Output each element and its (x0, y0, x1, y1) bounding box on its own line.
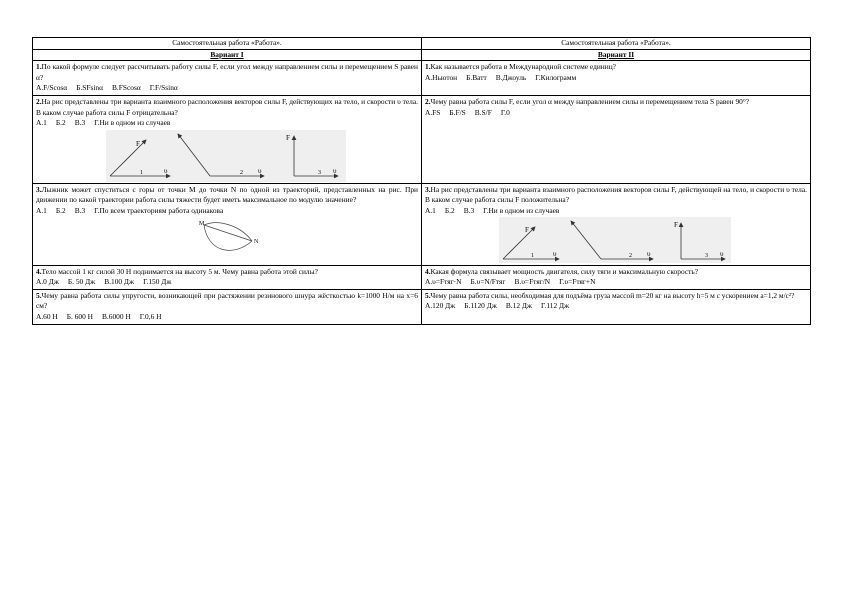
variant1-heading: Вариант I (33, 49, 422, 61)
v2-question-5 (422, 289, 811, 324)
variant2-heading: Вариант II (422, 49, 811, 61)
answer-options (425, 277, 807, 288)
option-b: Б. 600 Н (66, 311, 93, 321)
option-c: В.3 (463, 205, 475, 215)
option-a: А.60 Н (36, 311, 58, 321)
option-c: В.υ=Fтяг/N (514, 277, 551, 287)
option-a: А.F/Scosα (36, 83, 68, 93)
force-label-1: F (136, 139, 140, 148)
force-label-1: F (525, 225, 529, 234)
force-velocity-figure (499, 217, 731, 263)
question-text: На рис представлены три варианта взаимного расположения векторов силы F, действующей на тело, и скорости υ тела. В каком случае работа силы F положительна? (425, 184, 807, 205)
v1-question-4 (33, 265, 422, 289)
option-c: В.12 Дж (505, 301, 533, 311)
force-velocity-figure (106, 130, 346, 182)
option-a: А.1 (36, 118, 47, 128)
question-text: На рис представлены три варианта взаимного расположения векторов силы F, действующих на тело, и скорости υ тела. В каком случае работа силы F отрицательна? (36, 96, 418, 117)
velocity-label-2: υ (647, 249, 651, 258)
v2-question-4 (422, 265, 811, 289)
option-c: В.Джоуль (495, 72, 527, 82)
question-text: Какая формула связывает мощность двигателя, силу тяги и максимальную скорость? (430, 266, 698, 276)
worksheet-table (32, 37, 811, 325)
worksheet (32, 37, 810, 325)
question-number: 2. (36, 96, 42, 106)
case-number-1: 1 (140, 169, 143, 176)
velocity-label-1: υ (553, 249, 557, 258)
question-text: Как называется работа в Международной системе единиц? (430, 62, 616, 72)
point-n-label: N (254, 238, 259, 245)
question-number: 3. (425, 184, 431, 194)
trajectory-3 (204, 225, 252, 250)
option-a: А.0 Дж (36, 277, 59, 287)
question-number: 1. (425, 62, 431, 72)
v2-question-3 (422, 183, 811, 265)
option-d: Г.По всем траекториям работа одинакова (94, 205, 224, 215)
answer-options (425, 301, 807, 312)
case-number-2: 2 (629, 252, 632, 259)
v2-question-2 (422, 95, 811, 183)
force-label-3: F (674, 220, 678, 229)
option-a: А.1 (36, 205, 47, 215)
velocity-label-1: υ (164, 166, 168, 175)
answer-options (425, 73, 807, 84)
question-number: 5. (36, 290, 42, 300)
point-m-label: M (199, 220, 205, 227)
question-text: Тело массой 1 кг силой 30 Н поднимается на высоту 5 м. Чему равна работа этой силы? (41, 266, 318, 276)
option-c: В.S/F (474, 107, 492, 117)
question-text: По какой формуле следует рассчитывать работу силы F, если угол между направлением силы и перемещением S равен α? (36, 62, 418, 82)
force-vector-2 (571, 221, 601, 259)
velocity-label-3: υ (720, 249, 724, 258)
option-a: А.υ=Fтяг·N (425, 277, 462, 287)
option-a: А.FS (425, 107, 441, 117)
v1-question-1 (33, 61, 422, 96)
option-b: Б.2 (55, 118, 66, 128)
option-c: В.100 Дж (104, 277, 135, 287)
option-c: В.3 (74, 205, 86, 215)
question-number: 2. (425, 96, 431, 106)
v1-question-3 (33, 183, 422, 265)
option-b: Б.Ватт (466, 72, 487, 82)
answer-options (36, 206, 418, 217)
answer-options (425, 206, 807, 217)
answer-options (425, 108, 807, 119)
option-d: Г.0 (500, 107, 510, 117)
option-b: Б.SFsinα (76, 83, 103, 93)
velocity-label-2: υ (258, 166, 262, 175)
option-b: Б.F/S (449, 107, 466, 117)
option-b: Б.2 (55, 205, 66, 215)
question-text: Лыжник может спуститься с горы от точки М до точки N по одной из траекторий, представленных на рис. При движении по какой траектории работа силы тяжести будет иметь максимальное по модулю значение? (36, 184, 418, 205)
option-d: Г.0,6 Н (139, 311, 162, 321)
velocity-label-3: υ (333, 166, 337, 175)
col1-title: Самостоятельная работа «Работа». (33, 38, 422, 50)
option-a: А.Ньютон (425, 72, 458, 82)
option-d: Г.Килограмм (535, 72, 577, 82)
question-number: 4. (425, 266, 431, 276)
case-number-2: 2 (240, 169, 243, 176)
option-d: Г.Ни в одном из случаев (483, 205, 560, 215)
answer-options (36, 118, 418, 129)
option-d: Г.112 Дж (541, 301, 570, 311)
option-c: В.3 (74, 118, 86, 128)
answer-options (36, 277, 418, 288)
option-b: Б. 50 Дж (67, 277, 96, 287)
question-number: 1. (36, 62, 42, 72)
question-text: Чему равна работа силы упругости, возникающей при растяжении резинового шнура жёсткостью k=1000 Н/м на x=6 см? (36, 290, 418, 311)
case-number-3: 3 (318, 169, 321, 176)
trajectories-figure (198, 217, 260, 259)
option-a: А.1 (425, 205, 436, 215)
v1-question-2 (33, 95, 422, 183)
col2-title: Самостоятельная работа «Работа». (422, 38, 811, 50)
force-label-3: F (286, 133, 290, 142)
option-d: Г.150 Дж (143, 277, 172, 287)
option-d: Г.Ни в одном из случаев (94, 118, 171, 128)
option-c: В.FScosα (112, 83, 141, 93)
option-a: А.120 Дж (425, 301, 456, 311)
question-number: 5. (425, 290, 431, 300)
option-d: Г.F/Ssinα (149, 83, 178, 93)
case-number-1: 1 (531, 252, 534, 259)
answer-options (36, 312, 418, 323)
answer-options (36, 83, 418, 94)
option-c: В.6000 Н (101, 311, 131, 321)
case-number-3: 3 (705, 252, 708, 259)
v2-question-1 (422, 61, 811, 96)
question-text: Чему равна работа силы F, если угол α между направлением силы и перемещением тела S равен 90°? (430, 96, 750, 106)
question-number: 3. (36, 184, 42, 194)
question-text: Чему равна работа силы, необходимая для подъёма груза массой m=20 кг на высоту h=5 м с ускорением a=1,2 м/с²? (430, 290, 795, 300)
option-b: Б.2 (444, 205, 455, 215)
v1-question-5 (33, 289, 422, 324)
option-b: Б.1120 Дж (464, 301, 497, 311)
question-number: 4. (36, 266, 42, 276)
option-d: Г.υ=Fтяг+N (559, 277, 596, 287)
force-vector-2 (178, 134, 210, 176)
option-b: Б.υ=N/Fтяг (470, 277, 506, 287)
